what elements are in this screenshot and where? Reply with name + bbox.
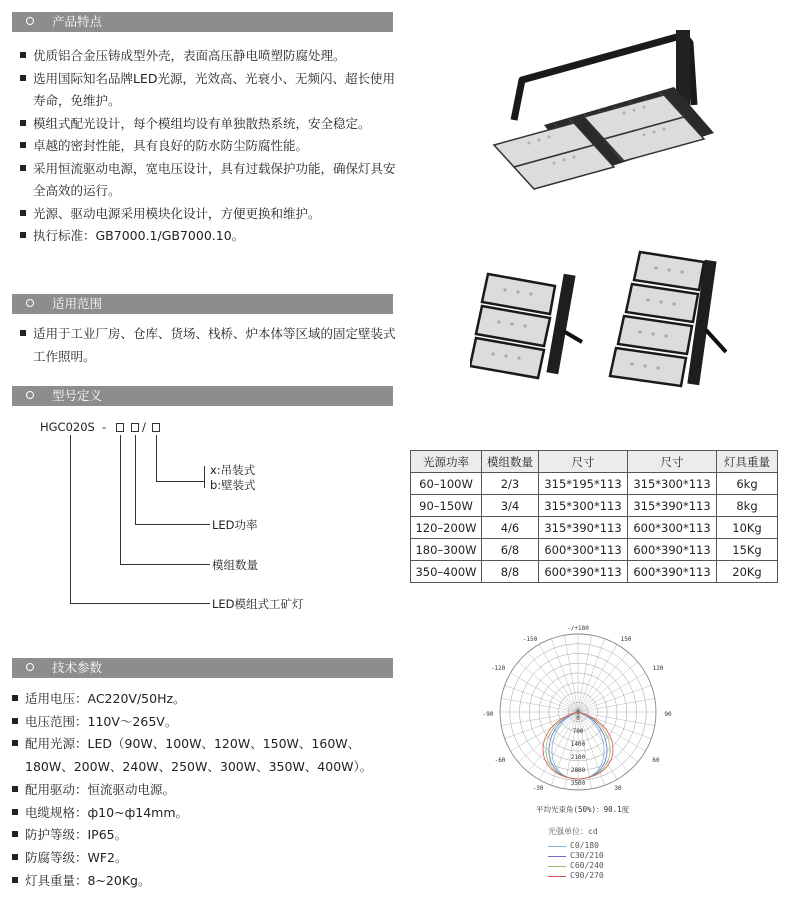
angle-tick-label: 0 xyxy=(576,709,580,716)
list-item: 防护等级：IP65。 xyxy=(12,824,397,847)
product-image-hanging xyxy=(484,25,732,195)
ring-icon xyxy=(26,663,34,671)
list-item: 优质铝合金压铸成型外壳，表面高压静电喷塑防腐处理。 xyxy=(20,45,400,68)
angle-tick-label: 60 xyxy=(652,757,660,764)
section-header-features xyxy=(12,12,393,32)
table-row xyxy=(411,473,778,495)
table-cell: 315*195*113 xyxy=(539,473,628,495)
legend-item xyxy=(548,861,604,871)
column-header: 光源功率 xyxy=(411,451,482,473)
legend-label: C0/180 xyxy=(570,841,599,850)
column-header: 尺寸 xyxy=(628,451,717,473)
list-item: 配用驱动：恒流驱动电源。 xyxy=(12,779,397,802)
legend-item xyxy=(548,871,604,881)
table-header-row xyxy=(411,451,778,473)
angle-tick-label: -90 xyxy=(482,711,494,718)
table-row xyxy=(411,539,778,561)
table-cell: 315*300*113 xyxy=(539,495,628,517)
placeholder-box xyxy=(131,423,139,432)
ring-icon xyxy=(26,391,34,399)
list-item: 选用国际知名品牌LED光源，光效高、光衰小、无频闪、超长使用寿命，免维护。 xyxy=(20,68,400,113)
mount-wall-label: b:壁装式 xyxy=(210,478,256,492)
table-cell: 6kg xyxy=(717,473,778,495)
table-cell: 8kg xyxy=(717,495,778,517)
section-title: 产品特点 xyxy=(52,14,103,29)
power-label: LED功率 xyxy=(212,518,258,532)
table-cell: 600*390*113 xyxy=(628,561,717,583)
list-item: 防腐等级：WF2。 xyxy=(12,847,397,870)
angle-tick-label: 30 xyxy=(614,785,622,792)
list-item: 光源、驱动电源采用模块化设计，方便更换和维护。 xyxy=(20,203,400,226)
table-cell: 180–300W xyxy=(411,539,482,561)
angle-tick-label: 120 xyxy=(652,665,664,672)
chart-legend xyxy=(548,826,604,881)
model-slash: / xyxy=(142,420,146,434)
section-title: 型号定义 xyxy=(52,388,103,403)
radial-tick-label: 0 xyxy=(576,715,580,722)
features-list xyxy=(20,45,400,248)
table-cell: 60–100W xyxy=(411,473,482,495)
angle-tick-label: 90 xyxy=(664,711,672,718)
unit-label: 光强单位：cd xyxy=(548,827,598,836)
ring-icon xyxy=(26,299,34,307)
table-cell: 315*390*113 xyxy=(628,495,717,517)
section-header-model xyxy=(12,386,393,406)
list-item: 电缆规格：ф10~ф14mm。 xyxy=(12,802,397,825)
table-cell: 90–150W xyxy=(411,495,482,517)
table-cell: 4/6 xyxy=(482,517,539,539)
table-cell: 8/8 xyxy=(482,561,539,583)
placeholder-box xyxy=(116,423,124,432)
list-item: 卓越的密封性能，具有良好的防水防尘防腐性能。 xyxy=(20,135,400,158)
radial-tick-label: 1400 xyxy=(570,741,586,748)
tech-list xyxy=(12,688,397,892)
legend-item xyxy=(548,841,604,851)
table-cell: 600*390*113 xyxy=(628,539,717,561)
table-cell: 3/4 xyxy=(482,495,539,517)
mount-hang-label: x:吊装式 xyxy=(210,463,256,477)
product-image-wall-3 xyxy=(470,262,595,387)
model-dash: - xyxy=(102,420,107,434)
table-row xyxy=(411,517,778,539)
model-code: HGC020S xyxy=(40,420,95,434)
list-item: 适用电压：AC220V/50Hz。 xyxy=(12,688,397,711)
spec-table xyxy=(410,450,778,583)
section-title: 适用范围 xyxy=(52,296,103,311)
list-item: 配用光源：LED（90W、100W、120W、150W、160W、180W、200W、240W、250W、300W、350W、400W）。 xyxy=(12,733,397,778)
section-header-scope xyxy=(12,294,393,314)
radial-tick-label: 700 xyxy=(572,728,584,735)
table-cell: 10Kg xyxy=(717,517,778,539)
polar-light-distribution-chart xyxy=(478,620,678,820)
column-header: 尺寸 xyxy=(539,451,628,473)
angle-tick-label: -60 xyxy=(494,757,506,764)
table-cell: 2/3 xyxy=(482,473,539,495)
column-header: 灯具重量 xyxy=(717,451,778,473)
legend-label: C30/210 xyxy=(570,851,604,860)
table-row xyxy=(411,495,778,517)
table-cell: 315*300*113 xyxy=(628,473,717,495)
radial-tick-label: 2100 xyxy=(570,754,586,761)
legend-label: C60/240 xyxy=(570,861,604,870)
table-cell: 15Kg xyxy=(717,539,778,561)
placeholder-box xyxy=(152,423,160,432)
list-item: 灯具重量：8~20Kg。 xyxy=(12,870,397,893)
table-cell: 6/8 xyxy=(482,539,539,561)
radial-tick-label: 2800 xyxy=(570,767,586,774)
section-header-tech xyxy=(12,658,393,678)
table-cell: 350–400W xyxy=(411,561,482,583)
angle-tick-label: -30 xyxy=(532,785,544,792)
beam-angle-caption: 平均光束角(50%)：90.1度 xyxy=(536,805,630,814)
scope-list xyxy=(20,323,405,368)
table-row xyxy=(411,561,778,583)
list-item: 电压范围：110V～265V。 xyxy=(12,711,397,734)
section-title: 技术参数 xyxy=(52,660,103,675)
product-label: LED模组式工矿灯 xyxy=(212,597,304,611)
table-cell: 600*300*113 xyxy=(539,539,628,561)
modules-label: 模组数量 xyxy=(212,558,258,572)
radial-tick-label: 3500 xyxy=(570,780,586,787)
table-cell: 600*390*113 xyxy=(539,561,628,583)
table-cell: 120–200W xyxy=(411,517,482,539)
column-header: 模组数量 xyxy=(482,451,539,473)
angle-tick-label: -/+180 xyxy=(567,625,589,632)
list-item: 适用于工业厂房、仓库、货场、栈桥、炉本体等区域的固定壁装式工作照明。 xyxy=(20,323,405,368)
angle-tick-label: 150 xyxy=(620,636,632,643)
table-cell: 20Kg xyxy=(717,561,778,583)
angle-tick-label: -150 xyxy=(522,636,538,643)
legend-label: C90/270 xyxy=(570,871,604,880)
list-item: 采用恒流驱动电源，宽电压设计，具有过载保护功能，确保灯具安全高效的运行。 xyxy=(20,158,400,203)
angle-tick-label: -120 xyxy=(490,665,506,672)
list-item: 模组式配光设计，每个模组均设有单独散热系统，安全稳定。 xyxy=(20,113,400,136)
table-cell: 600*300*113 xyxy=(628,517,717,539)
ring-icon xyxy=(26,17,34,25)
product-image-wall-4 xyxy=(604,248,734,398)
list-item: 执行标准：GB7000.1/GB7000.10。 xyxy=(20,225,400,248)
legend-item xyxy=(548,851,604,861)
table-cell: 315*390*113 xyxy=(539,517,628,539)
